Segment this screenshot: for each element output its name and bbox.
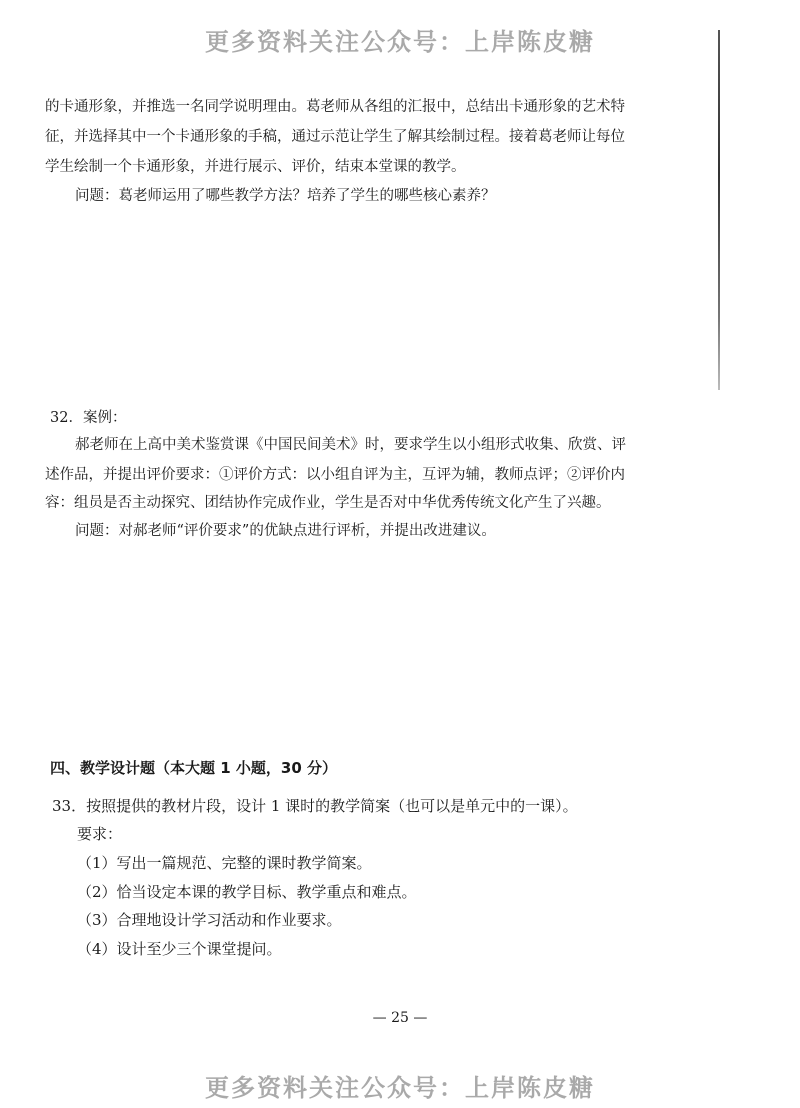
q32-line-3: 容：组员是否主动探究、团结协作完成作业，学生是否对中华优秀传统文化产生了兴趣。: [45, 495, 611, 511]
scan-artifact-line: [718, 30, 720, 390]
q31-question: 问题：葛老师运用了哪些教学方法？培养了学生的哪些核心素养？: [75, 188, 496, 204]
q32-question: 问题：对郝老师“评价要求”的优缺点进行评析，并提出改进建议。: [75, 523, 496, 539]
q33-requirement-3: （3）合理地设计学习活动和作业要求。: [77, 911, 342, 929]
q33-requirements-label: 要求：: [77, 825, 123, 843]
q33-requirement-1: （1）写出一篇规范、完整的课时教学简案。: [77, 854, 372, 872]
q33-intro: 33．按照提供的教材片段，设计 1 课时的教学简案（也可以是单元中的一课）。: [52, 797, 578, 815]
q32-number: 32．案例：: [50, 410, 127, 426]
q31-line-2: 征，并选择其中一个卡通形象的手稿，通过示范让学生了解其绘制过程。接着葛老师让每位: [45, 129, 625, 145]
watermark-bottom: 更多资料关注公众号：上岸陈皮糖: [205, 1074, 595, 1102]
q32-line-1: 郝老师在上高中美术鉴赏课《中国民间美术》时，要求学生以小组形式收集、欣赏、评: [75, 437, 626, 453]
q32-line-2: 述作品，并提出评价要求：①评价方式：以小组自评为主，互评为辅，教师点评；②评价内: [45, 467, 625, 483]
q31-line-1: 的卡通形象，并推选一名同学说明理由。葛老师从各组的汇报中，总结出卡通形象的艺术特: [45, 99, 625, 115]
q31-line-3: 学生绘制一个卡通形象，并进行展示、评价，结束本堂课的教学。: [45, 159, 466, 175]
watermark-top: 更多资料关注公众号：上岸陈皮糖: [205, 28, 595, 56]
q33-requirement-2: （2）恰当设定本课的教学目标、教学重点和难点。: [77, 883, 417, 901]
page-number: — 25 —: [372, 1010, 428, 1026]
section-4-heading: 四、教学设计题（本大题 1 小题，30 分）: [50, 759, 337, 777]
q33-requirement-4: （4）设计至少三个课堂提问。: [77, 940, 282, 958]
